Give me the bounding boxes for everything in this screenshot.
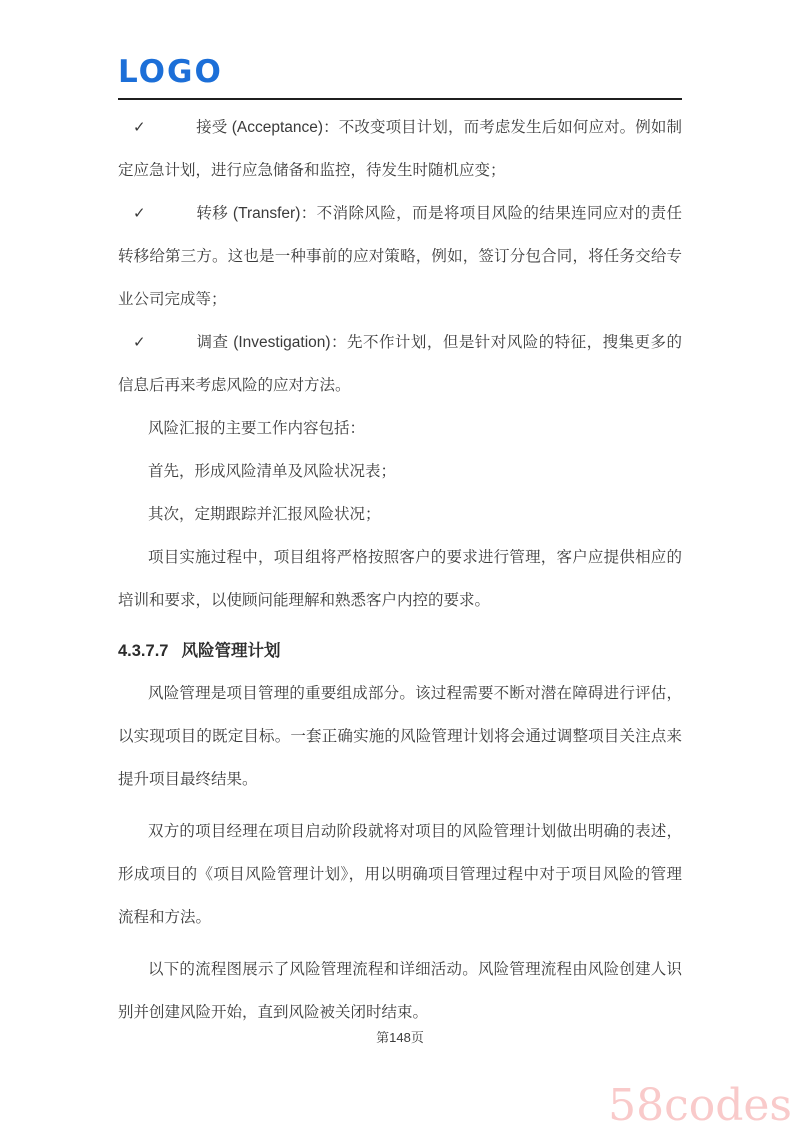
document-body xyxy=(118,106,682,1034)
section-title: 风险管理计划 xyxy=(181,642,281,660)
bullet-text: 转移 (Transfer)：不消除风险，而是将项目风险的结果连同应对的责任转移给第三方。这也是一种事前的应对策略，例如，签订分包合同，将任务交给专业公司完成等； xyxy=(118,205,682,308)
bullet-item-acceptance xyxy=(118,106,682,192)
bullet-text: 接受 (Acceptance)：不改变项目计划，而考虑发生后如何应对。例如制定应急计划，进行应急储备和监控，待发生时随机应变； xyxy=(118,119,682,179)
page-header xyxy=(0,0,682,100)
company-logo: LOGO xyxy=(118,54,223,90)
paragraph-risk-mgmt-1: 风险管理是项目管理的重要组成部分。该过程需要不断对潜在障碍进行评估，以实现项目的既定目标。一套正确实施的风险管理计划将会通过调整项目关注点来提升项目最终结果。 xyxy=(118,685,682,788)
bullet-text: 调查 (Investigation)：先不作计划，但是针对风险的特征，搜集更多的信息后再来考虑风险的应对方法。 xyxy=(118,334,682,394)
header-divider xyxy=(118,98,682,100)
checkmark-icon: ✓ xyxy=(133,334,146,351)
paragraph-risk-report-intro: 风险汇报的主要工作内容包括： xyxy=(148,420,366,437)
paragraph-second-item: 其次，定期跟踪并汇报风险状况； xyxy=(148,506,381,523)
paragraph-risk-mgmt-3: 以下的流程图展示了风险管理流程和详细活动。风险管理流程由风险创建人识别并创建风险开始，直到风险被关闭时结束。 xyxy=(118,961,682,1021)
paragraph-first-item: 首先，形成风险清单及风险状况表； xyxy=(148,463,397,480)
watermark: 58codes xyxy=(608,1079,792,1131)
page-number: 第148页 xyxy=(376,1030,424,1045)
section-number: 4.3.7.7 xyxy=(118,642,169,660)
checkmark-icon: ✓ xyxy=(133,119,146,136)
paragraph-implementation: 项目实施过程中，项目组将严格按照客户的要求进行管理，客户应提供相应的培训和要求，以使顾问能理解和熟悉客户内控的要求。 xyxy=(118,549,682,609)
bullet-item-transfer xyxy=(118,192,682,321)
checkmark-icon: ✓ xyxy=(133,205,146,222)
bullet-item-investigation xyxy=(118,321,682,407)
section-heading xyxy=(118,638,682,664)
paragraph-risk-mgmt-2: 双方的项目经理在项目启动阶段就将对项目的风险管理计划做出明确的表述，形成项目的《项目风险管理计划》，用以明确项目管理过程中对于项目风险的管理流程和方法。 xyxy=(118,823,682,926)
